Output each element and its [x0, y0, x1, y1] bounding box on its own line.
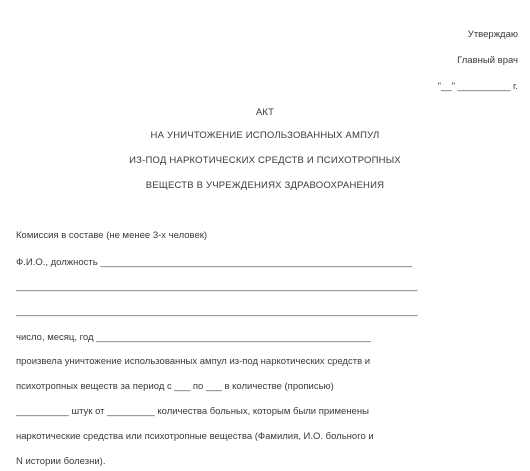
body-text-line-1: произвела уничтожение использованных ампул из-под наркотических средств и: [16, 356, 371, 367]
name-position-line: Ф.И.О., должность ___________________________________________________________: [16, 257, 413, 268]
date-line: число, месяц, год ____________________________________________________: [16, 332, 371, 343]
act-title-line-2: НА УНИЧТОЖЕНИЕ ИСПОЛЬЗОВАННЫХ АМПУЛ: [150, 130, 380, 141]
act-title: АКТ: [255, 107, 275, 118]
body-text-line-3: __________ штук от _________ количества больных, которым были применены: [16, 406, 369, 417]
act-title-line-4: ВЕЩЕСТВ В УЧРЕЖДЕНИЯХ ЗДРАВООХРАНЕНИЯ: [145, 180, 385, 191]
body-text-line-4: наркотические средства или психотропные вещества (Фамилия, И.О. больного и: [16, 431, 374, 442]
blank-line-1: ____________________________________________________________________________: [16, 281, 418, 292]
blank-line-2: ____________________________________________________________________________: [16, 306, 418, 317]
commission-line: Комиссия в составе (не менее 3-х человек): [16, 230, 208, 241]
chief-doctor-label: Главный врач: [457, 55, 518, 66]
body-text-line-5: N истории болезни).: [16, 456, 106, 467]
approve-label: Утверждаю: [467, 29, 518, 40]
act-title-line-3: ИЗ-ПОД НАРКОТИЧЕСКИХ СРЕДСТВ И ПСИХОТРОПНЫХ: [129, 155, 401, 166]
body-text-line-2: психотропных веществ за период с ___ по ___ в количестве (прописью): [16, 381, 334, 392]
approval-date-line: "__" __________ г.: [437, 81, 518, 92]
